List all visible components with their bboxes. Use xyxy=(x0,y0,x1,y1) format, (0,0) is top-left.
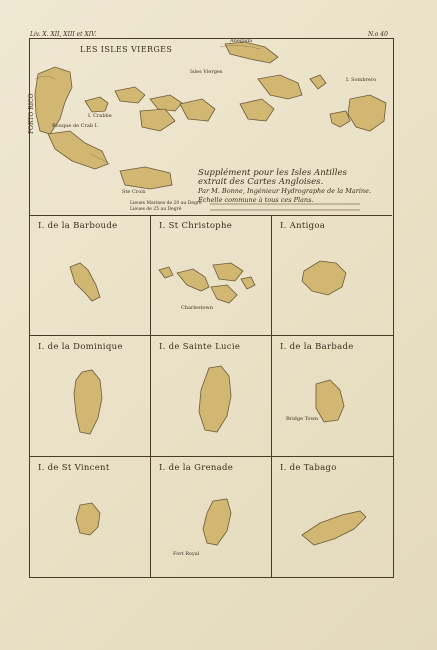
inset-title-barbade: I. de la Barbade xyxy=(280,342,354,352)
island-barboude xyxy=(30,215,151,336)
label-isles-vierges: Isles Vierges xyxy=(190,69,223,75)
inset-tabago xyxy=(272,457,393,577)
inset-sainte-lucie xyxy=(151,336,272,457)
map-plate xyxy=(29,38,394,578)
inset-dominique xyxy=(30,336,151,457)
island-tabago xyxy=(272,457,393,577)
label-charlestown: Charlestown xyxy=(181,305,214,311)
cartouche-line3: Par M. Bonne, Ingénieur Hydrographe de la Marine. xyxy=(198,187,372,195)
inset-title-barboude: I. de la Barboude xyxy=(38,221,118,231)
label-fort-royal: Fort Royal xyxy=(173,551,200,557)
label-ste-croix: Ste Croix xyxy=(122,189,146,195)
main-map-title: LES ISLES VIERGES xyxy=(80,45,173,54)
island-st-vincent xyxy=(30,457,151,577)
label-sombrero: I. Sombrero xyxy=(346,77,377,83)
inset-st-vincent xyxy=(30,457,151,577)
label-anegada: Anegada xyxy=(230,38,253,44)
virgin-islands-map xyxy=(30,39,392,216)
inset-title-sainte-lucie: I. de Sainte Lucie xyxy=(159,342,241,352)
island-antigoa xyxy=(272,215,393,336)
cartouche-line1: Supplément pour les Isles Antilles xyxy=(198,168,347,178)
island-dominique xyxy=(30,336,151,457)
inset-title-grenade: I. de la Grenade xyxy=(159,463,234,473)
inset-title-antigoa: I. Antigoa xyxy=(280,221,326,231)
header-right-note: N.o 40 xyxy=(368,31,388,38)
inset-st-christophe xyxy=(151,215,272,336)
scale-line2: Lieues de 25 au Degré xyxy=(130,207,182,212)
cartouche-line4: Échelle commune à tous ces Plans. xyxy=(198,196,314,204)
label-bridge-town: Bridge Town xyxy=(286,416,319,422)
inset-title-st-christophe: I. St Christophe xyxy=(159,221,233,231)
inset-title-dominique: I. de la Dominique xyxy=(38,342,123,352)
inset-title-st-vincent: I. de St Vincent xyxy=(38,463,110,473)
header-left-note: Liv. X. XII, XIII et XIV. xyxy=(30,31,97,38)
label-bouque-crab: Bouque de Crab I. xyxy=(52,123,99,129)
scale-line1: Lieues Marines de 20 au Degré xyxy=(130,201,202,206)
island-barbade xyxy=(272,336,393,457)
inset-barboude xyxy=(30,215,151,336)
inset-grenade xyxy=(151,457,272,577)
porto-rico-label: PORTO RICO xyxy=(28,93,35,134)
island-st-christophe xyxy=(151,215,272,336)
inset-antigoa xyxy=(272,215,393,336)
inset-title-tabago: I. de Tabago xyxy=(280,463,337,473)
label-crabbe: I. Crabbe xyxy=(88,113,112,119)
cartouche-line2: extrait des Cartes Angloises. xyxy=(198,177,324,187)
title-cartouche xyxy=(198,169,393,205)
inset-barbade xyxy=(272,336,393,457)
island-grenade xyxy=(151,457,272,577)
island-sainte-lucie xyxy=(151,336,272,457)
